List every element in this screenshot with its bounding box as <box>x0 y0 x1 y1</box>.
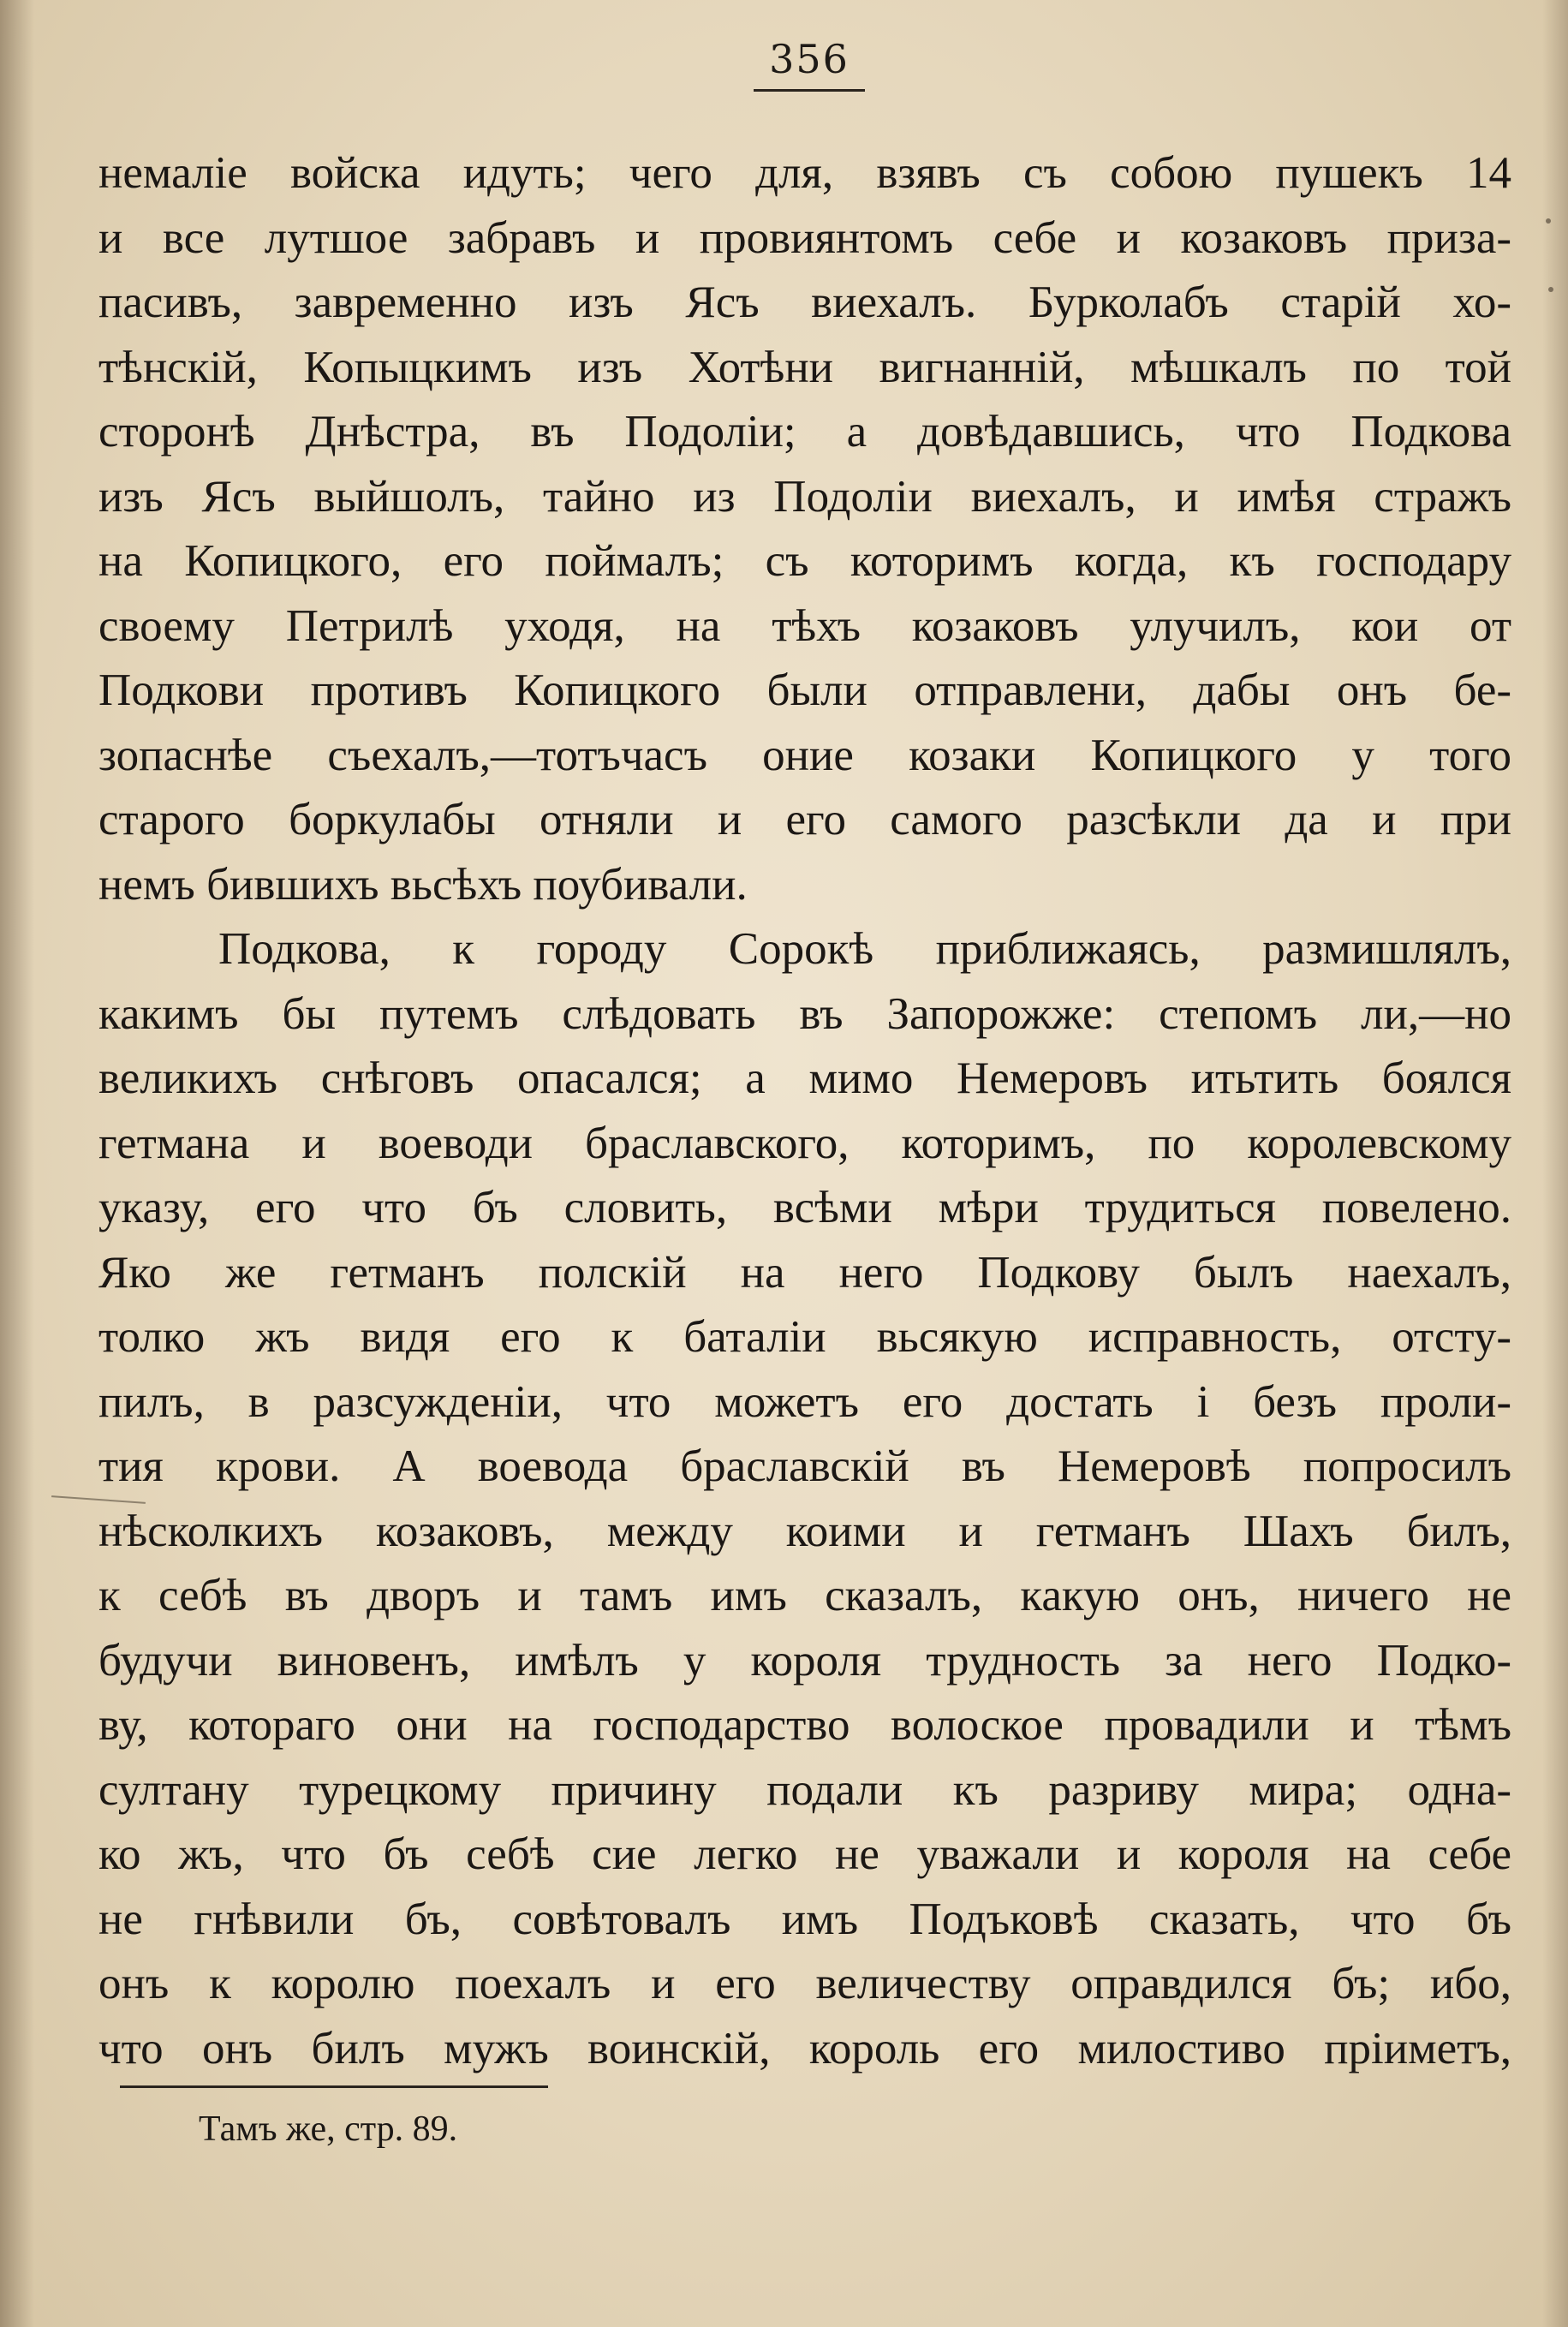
text-line: Яко же гетманъ полскій на него Подкову былъ наехалъ, <box>98 1247 1511 1298</box>
text-line: Подкова, к городу Сорокѣ приближаясь, размишлялъ, <box>218 924 1511 974</box>
text-line: тѣнскій, Копыцкимъ изъ Хотѣни вигнанній, мѣшкалъ по той <box>98 342 1511 392</box>
margin-speck <box>1546 218 1551 224</box>
text-line: старого боркулабы отняли и его самого разсѣкли да и при <box>98 795 1511 844</box>
footnote-rule <box>120 2085 548 2088</box>
margin-speck <box>1548 287 1553 292</box>
text-line: сторонѣ Днѣстра, въ Подоліи; а довѣдавшись, что Подкова <box>98 407 1511 456</box>
page-number: 356 <box>769 36 850 82</box>
text-line: на Копицкого, его поймалъ; съ которимъ когда, къ господару <box>98 536 1511 586</box>
text-line: султану турецкому причину подали къ разриву мира; одна- <box>98 1764 1511 1815</box>
text-line: зопаснѣе съехалъ,—тотъчасъ оние козаки Копицкого у того <box>98 730 1511 780</box>
text-line: нѣсколкихъ козаковъ, между коими и гетманъ Шахъ билъ, <box>98 1506 1511 1556</box>
text-line: пилъ, в разсужденіи, что можетъ его достать і безъ проли- <box>98 1376 1511 1427</box>
text-line: ву, котораго они на господарство волоское провадили и тѣмъ <box>98 1700 1511 1750</box>
text-line: указу, его что бъ словить, всѣми мѣри трудиться повелено. <box>98 1183 1511 1232</box>
text-line: ко жъ, что бъ себѣ сие легко не уважали и короля на себе <box>98 1829 1511 1879</box>
text-line: и все лутшое забравъ и провиянтомъ себе и козаковъ приза- <box>98 212 1511 263</box>
text-line: гетмана и воеводи браславского, которимъ, по королевскому <box>98 1118 1511 1168</box>
text-line: онъ к королю поехалъ и его величеству оправдился бъ; ибо, <box>98 1959 1511 2008</box>
text-line: Подкови противъ Копицкого были отправлени, дабы онъ бе- <box>98 665 1511 715</box>
text-line: изъ Ясъ выйшолъ, тайно из Подоліи виехалъ, и имѣя стражъ <box>98 471 1511 522</box>
footnote: Тамъ же, стр. 89. <box>199 2109 458 2149</box>
text-line: немъ бившихъ вьсѣхъ поубивали. <box>98 859 748 910</box>
spine-shadow <box>0 0 34 2327</box>
text-line: что онъ билъ мужъ воинскій, король его милостиво пріиметъ, <box>98 2023 1511 2073</box>
text-line: не гнѣвили бъ, совѣтовалъ имъ Подъковѣ сказать, что бъ <box>98 1894 1511 1944</box>
text-line: какимъ бы путемъ слѣдовать въ Запорожже: степомъ ли,—но <box>98 988 1511 1039</box>
text-line: великихъ снѣговъ опасался; а мимо Немеровъ итьтить боялся <box>98 1053 1511 1103</box>
body-text <box>98 141 1511 2081</box>
page-number-rule <box>754 89 865 92</box>
text-line: пасивъ, завременно изъ Ясъ виехалъ. Бурколабъ старій хо- <box>98 277 1511 327</box>
text-line: к себѣ въ дворъ и тамъ имъ сказалъ, какую онъ, ничего не <box>98 1571 1511 1620</box>
text-line: толко жъ видя его к баталіи вьсякую исправность, отсту- <box>98 1312 1511 1362</box>
page-edge-shadow <box>1542 0 1568 2327</box>
text-line: своему Петрилѣ уходя, на тѣхъ козаковъ улучилъ, кои от <box>98 600 1511 651</box>
text-line: будучи виновенъ, имѣлъ у короля трудность за него Подко- <box>98 1635 1511 1686</box>
text-line: тия крови. А воевода браславскій въ Немеровѣ попросилъ <box>98 1441 1511 1491</box>
text-line: немаліе войска идуть; чего для, взявъ съ собою пушекъ 14 <box>98 148 1511 198</box>
